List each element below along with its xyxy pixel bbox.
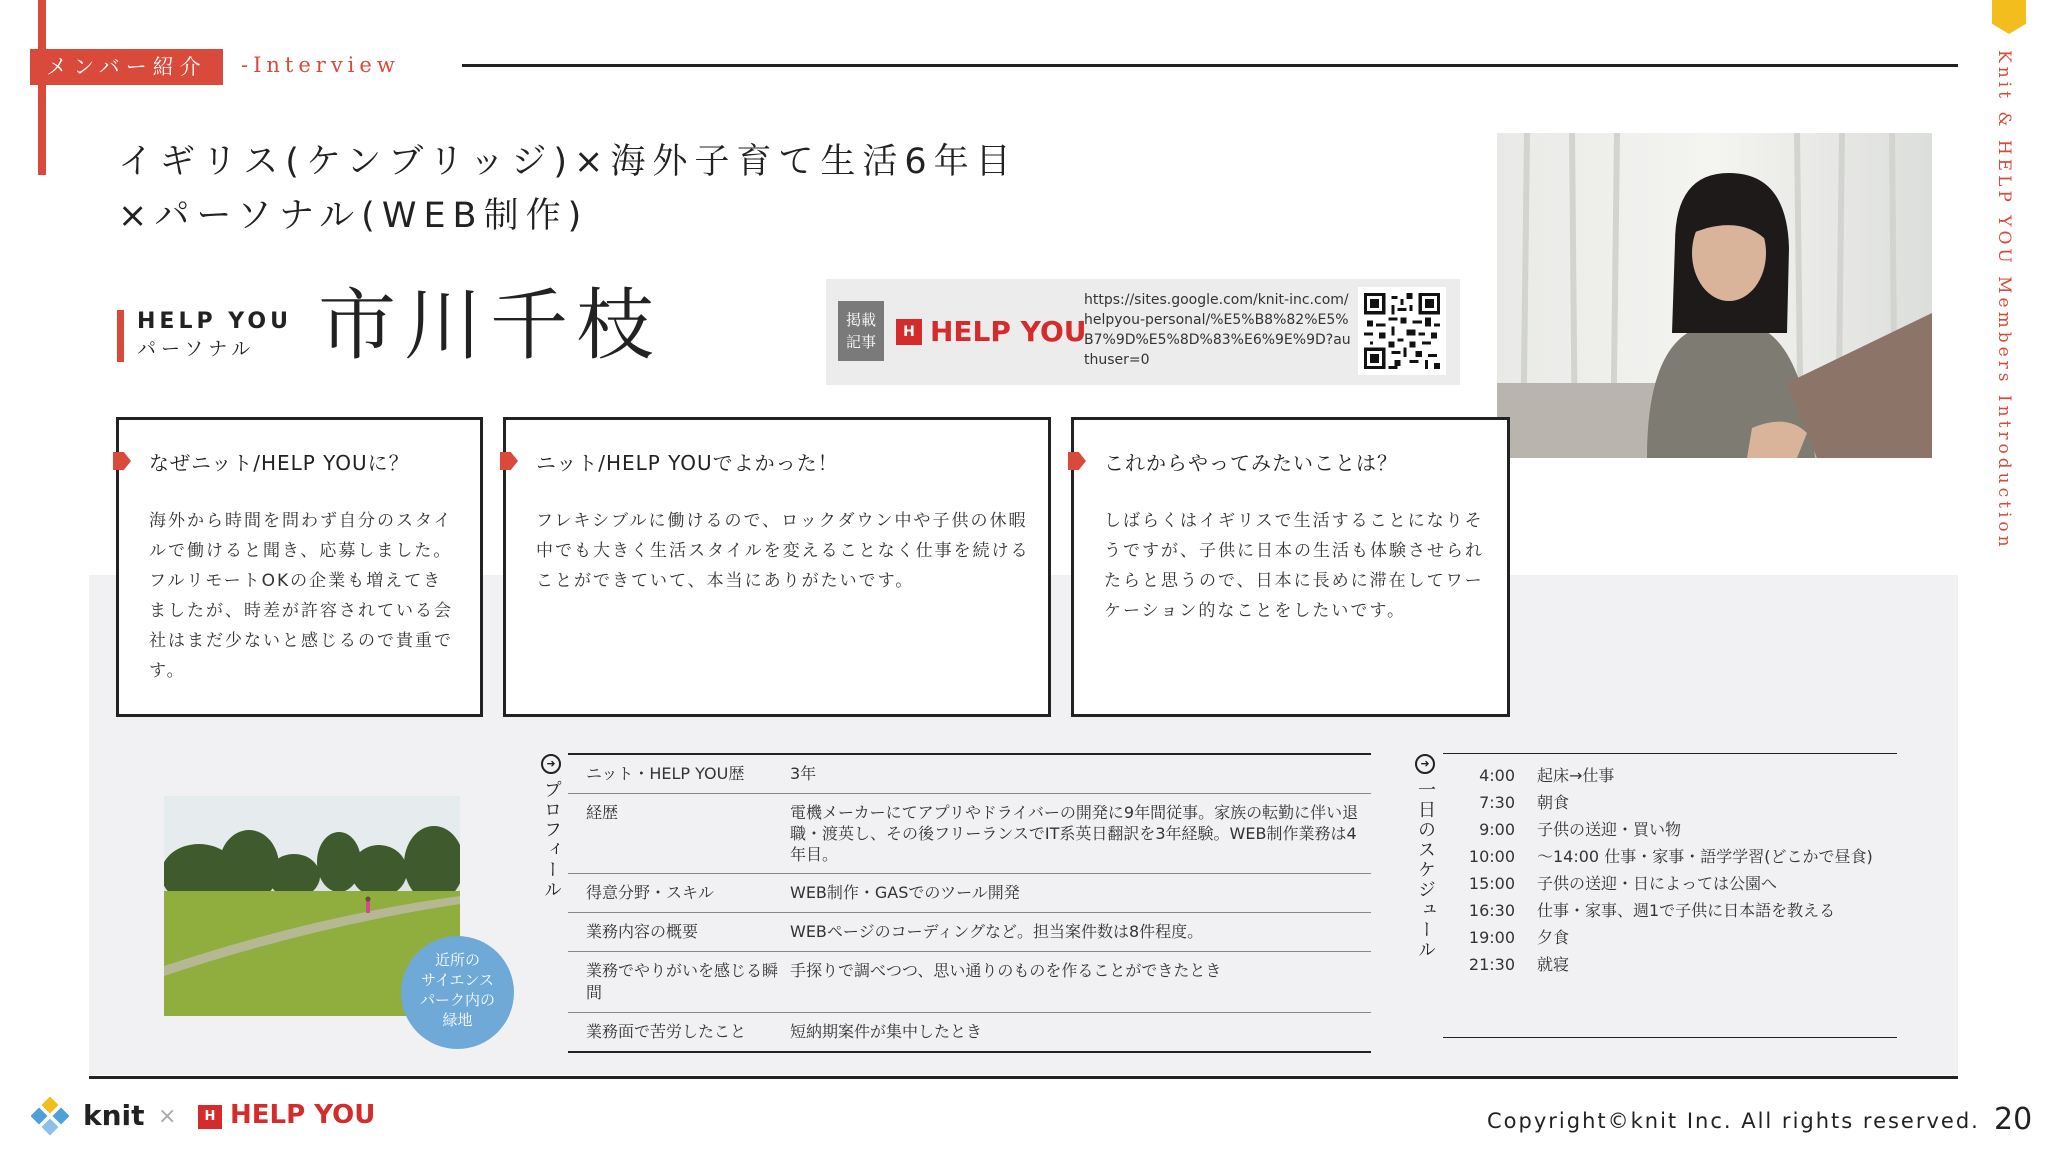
- question-card-title: ニット/HELP YOUでよかった！: [536, 451, 839, 475]
- park-caption-line-3: パーク内の: [419, 991, 495, 1009]
- schedule-activity: 就寝: [1537, 955, 1570, 974]
- profile-value: 短納期案件が集中したとき: [790, 1022, 983, 1041]
- question-card-body: しばらくはイギリスで生活することになりそうですが、子供に日本の生活も体験させられたらと思うので、日本に長めに滞在してワーケーション的なことをしたいです。: [1104, 511, 1484, 621]
- profile-key: 業務内容の概要: [586, 922, 699, 941]
- footer-separator: ×: [158, 1104, 177, 1129]
- schedule-time: 7:30: [1479, 793, 1515, 812]
- schedule-activity: 夕食: [1537, 928, 1570, 947]
- interview-label: -Interview: [241, 53, 400, 77]
- schedule-activity: 子供の送迎・日によっては公園へ: [1537, 874, 1778, 893]
- list-item: [1443, 816, 1897, 843]
- list-item: [1443, 843, 1897, 870]
- park-caption-line-1: 近所の: [434, 951, 480, 969]
- table-row: [568, 952, 1371, 1013]
- question-card-good: [503, 417, 1051, 717]
- schedule-time: 21:30: [1468, 955, 1515, 974]
- schedule-time: 9:00: [1479, 820, 1515, 839]
- profile-key: 経歴: [586, 803, 619, 822]
- arrow-bullet-icon: [113, 452, 131, 470]
- schedule-title: 一日のスケジュール: [1415, 780, 1436, 960]
- arrow-bullet-icon: [1068, 452, 1086, 470]
- schedule-time: 16:30: [1468, 901, 1515, 920]
- table-row: [568, 913, 1371, 952]
- schedule-time: 19:00: [1468, 928, 1515, 947]
- profile-title: プロフィール: [541, 780, 562, 900]
- schedule-time: 10:00: [1468, 847, 1515, 866]
- copyright: Copyright©knit Inc. All rights reserved.: [1487, 1109, 1980, 1133]
- schedule-list: [1443, 762, 1897, 978]
- headline-line-2: ×パーソナル(WEB制作): [118, 196, 589, 236]
- circle-arrow-icon: ➜: [1415, 754, 1435, 774]
- helpyou-logo-icon: H: [198, 1105, 222, 1129]
- member-photo: [1497, 133, 1932, 458]
- qr-code-icon: [1358, 287, 1446, 375]
- list-item: [1443, 951, 1897, 978]
- park-caption-line-2: サイエンス: [421, 971, 494, 989]
- profile-key: 業務でやりがいを感じる瞬間: [586, 961, 779, 1002]
- profile-value: WEB制作・GASでのツール開発: [790, 883, 1020, 902]
- schedule-activity: 朝食: [1537, 793, 1570, 812]
- helpyou-logo-text: HELP YOU: [930, 315, 1087, 348]
- accent-vertical-line: [38, 0, 46, 175]
- brand-subtitle: パーソナル: [137, 338, 256, 360]
- question-card-why: [116, 417, 483, 717]
- list-item: [1443, 870, 1897, 897]
- question-card-title: これからやってみたいことは？: [1104, 451, 1398, 475]
- profile-table: [568, 753, 1371, 1053]
- question-card-body: フレキシブルに働けるので、ロックダウン中や子供の休暇中でも大きく生活スタイルを変えることなく仕事を続けることができていて、本当にありがたいです。: [536, 511, 1030, 591]
- article-tag-line-2: 記事: [845, 333, 876, 351]
- helpyou-logo-text: HELP YOU: [230, 1100, 376, 1130]
- schedule-divider-top: [1443, 753, 1897, 754]
- schedule-activity: 仕事・家事、週1で子供に日本語を教える: [1537, 901, 1836, 920]
- helpyou-logo-icon: H: [896, 319, 922, 345]
- vertical-brand-label: Knit & HELP YOU Members Introduction: [1994, 50, 2014, 551]
- brand-name: HELP YOU: [137, 309, 292, 334]
- table-row: [568, 794, 1371, 874]
- schedule-activity: 起床→仕事: [1537, 766, 1615, 785]
- profile-value: 3年: [790, 764, 817, 783]
- article-url-link[interactable]: https://sites.google.com/knit-inc.com/helpyou-personal/%E5%B8%82%E5%B7%9D%E5%8D%83%E6%9E%9D?authuser=0: [1084, 292, 1351, 368]
- park-caption-line-4: 緑地: [442, 1011, 473, 1029]
- schedule-time: 4:00: [1479, 766, 1515, 785]
- article-tag: [838, 301, 884, 361]
- schedule-divider-bottom: [1443, 1037, 1897, 1038]
- article-tag-line-1: 掲載: [845, 311, 876, 329]
- header-divider: [462, 64, 1958, 67]
- question-card-body: 海外から時間を問わず自分のスタイルで働けると聞き、応募しました。フルリモートOKの企業も増えてきましたが、時差が許容されている会社はまだ少ないと感じるので貴重です。: [149, 511, 453, 681]
- knit-logo-icon: [31, 1097, 71, 1137]
- profile-value: 手探りで調べつつ、思い通りのものを作ることができたとき: [790, 961, 1222, 980]
- member-name: 市川千枝: [318, 281, 663, 371]
- schedule-activity: 子供の送迎・買い物: [1537, 820, 1682, 839]
- list-item: [1443, 789, 1897, 816]
- table-row: [568, 755, 1371, 794]
- park-caption-badge: [401, 936, 514, 1049]
- brand-accent-bar: [117, 310, 124, 362]
- bookmark-flag-icon: [1992, 0, 2026, 34]
- profile-key: 業務面で苦労したこと: [586, 1022, 747, 1041]
- arrow-bullet-icon: [500, 452, 518, 470]
- schedule-time: 15:00: [1468, 874, 1515, 893]
- list-item: [1443, 762, 1897, 789]
- circle-arrow-icon: ➜: [541, 754, 561, 774]
- table-row: [568, 1013, 1371, 1051]
- section-tag: メンバー紹介: [30, 49, 223, 85]
- question-card-future: [1071, 417, 1510, 717]
- list-item: [1443, 897, 1897, 924]
- schedule-activity: 〜14:00 仕事・家事・語学学習(どこかで昼食): [1537, 847, 1873, 866]
- footer-divider: [89, 1076, 1958, 1079]
- list-item: [1443, 924, 1897, 951]
- headline-line-1: イギリス(ケンブリッジ)×海外子育て生活6年目: [118, 142, 1018, 182]
- question-card-title: なぜニット/HELP YOUに？: [149, 451, 410, 475]
- profile-key: 得意分野・スキル: [586, 883, 714, 902]
- profile-key: ニット・HELP YOU歴: [586, 764, 745, 783]
- profile-value: 電機メーカーにてアプリやドライバーの開発に9年間従事。家族の転勤に伴い退職・渡英し、その後フリーランスでIT系英日翻訳を3年経験。WEB制作業務は4年目。: [790, 803, 1359, 864]
- profile-value: WEBページのコーディングなど。担当案件数は8件程度。: [790, 922, 1204, 941]
- knit-logo-text: knit: [83, 1099, 145, 1132]
- page-number: 20: [1994, 1102, 2033, 1137]
- table-row: [568, 874, 1371, 913]
- headline: [118, 135, 1018, 243]
